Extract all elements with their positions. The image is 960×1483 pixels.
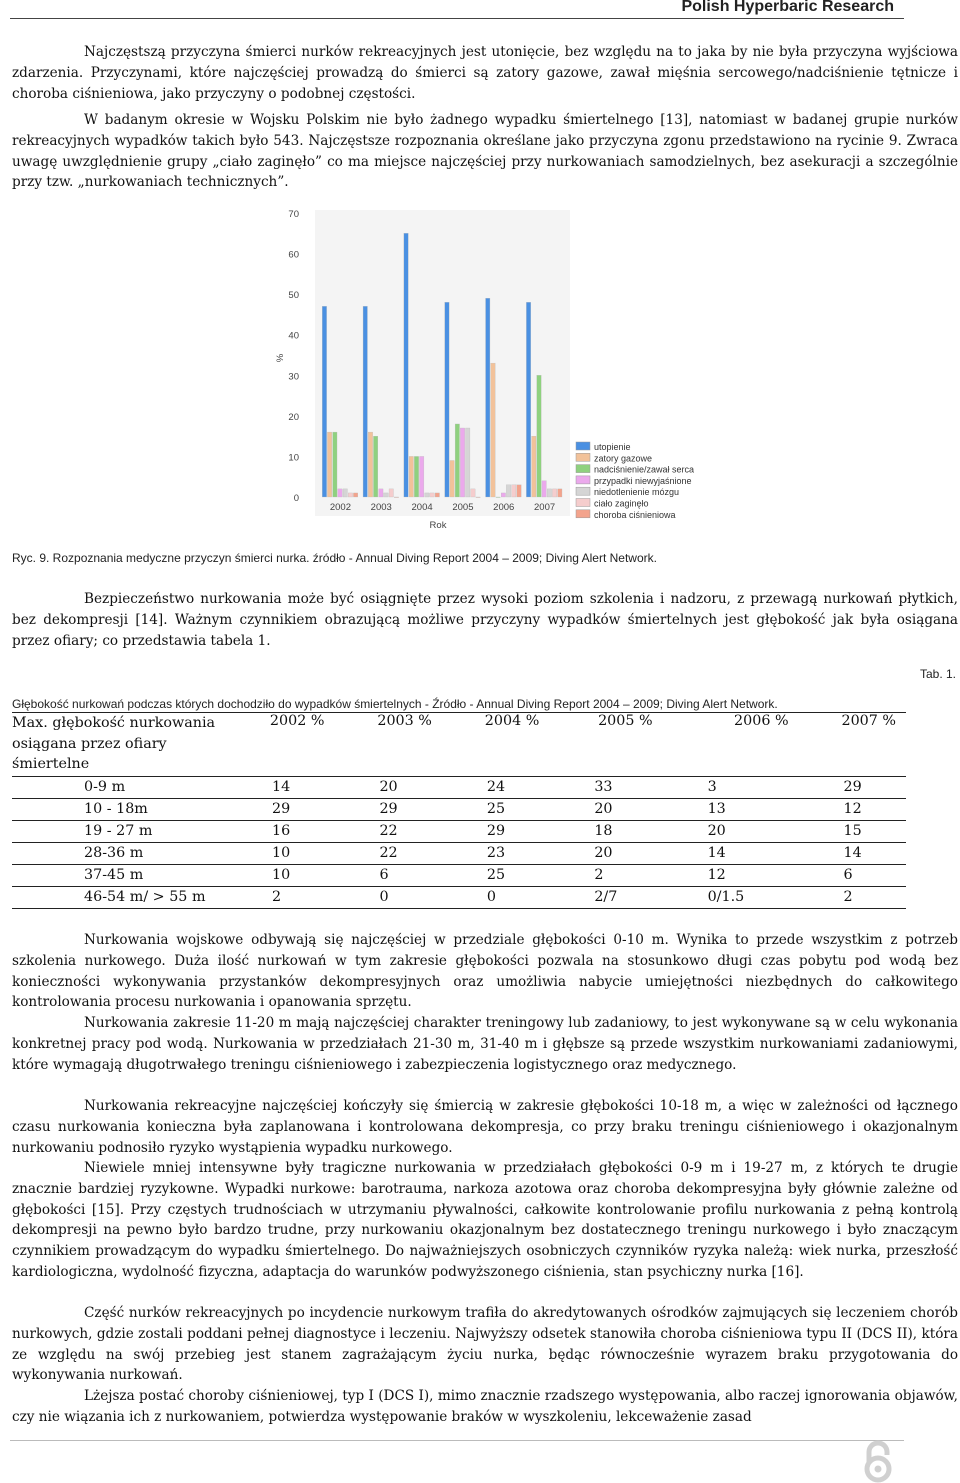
x-tick-label: 2005	[452, 502, 474, 513]
table-cell: 2/7	[549, 887, 662, 909]
table-cell: 13	[663, 799, 799, 821]
bar-nadci-nienie-zawa-serca-2003	[373, 436, 377, 497]
bar-niedotlenienie-m-zgu-2007	[547, 489, 551, 497]
bar-choroba-ci-nieniowa-2003	[394, 497, 398, 498]
table-cell: 16	[227, 821, 334, 843]
bar-cia-o-zagin-o-2007	[552, 489, 556, 497]
bar-niedotlenienie-m-zgu-2002	[343, 489, 347, 497]
x-axis-label: Rok	[429, 520, 447, 531]
table-header-2006: 2006 %	[734, 713, 789, 729]
table-cell: 29	[334, 799, 441, 821]
table-cell: 20	[663, 821, 799, 843]
legend-swatch	[576, 465, 590, 473]
table-cell: 25	[442, 799, 549, 821]
y-axis-label: %	[275, 353, 286, 363]
table-cell: 15	[799, 821, 906, 843]
figure-9-chart	[270, 200, 710, 540]
legend-label: ciało zaginęło	[594, 498, 649, 509]
x-tick-label: 2007	[534, 502, 556, 513]
bar-utopienie-2007	[526, 302, 530, 497]
bar-przypadki-niewyja-nione-2006	[501, 493, 505, 497]
table-header-depth: Max. głębokość nurkowania osiągana przez ofiary śmiertelne	[12, 715, 216, 772]
table-cell: 6	[799, 865, 906, 887]
y-tick-label: 30	[288, 371, 299, 383]
paragraph-bottom-1: Nurkowania wojskowe odbywają się najczęściej w przedziale głębokości 0-10 m. Wynika to przede wszystkim z potrzeb szkolenia nurkowego. Duża ilość nurkowań w tym zakresie głębokości pozwala na stosunkowo długi czas pobytu pod wodą bez konieczności wykonywania przystanków dekompresyjnych oraz umożliwia nabycie umiejętności niezbędnych do całkowitego kontrolowania procesu nurkowania i opanowania sprzętu.	[12, 932, 958, 1011]
table-cell: 6	[334, 865, 441, 887]
table-row	[12, 887, 906, 909]
table-header-2005: 2005 %	[598, 713, 653, 729]
legend-label: nadciśnienie/zawał serca	[594, 464, 695, 475]
table-cell: 23	[442, 843, 549, 865]
bar-zatory-gazowe-2005	[450, 460, 454, 497]
table-row-label: 37-45 m	[12, 865, 227, 887]
table-header-2007: 2007 %	[841, 713, 896, 729]
paragraph-bottom-5: Część nurków rekreacyjnych po incydencie nurkowym trafiła do akredytowanych ośrodków zajmujących się leczeniem chorób nurkowych, gdzie zostali poddani pełnej diagnostyce i leczeniu. Najwyższy odsetek stanowiła choroba ciśnieniowa typu II (DCS II), która ze względu na swój przebieg jest stanem zagrażającym życiu nurka, będąc równocześnie wyrazem braku przygotowania do wykonywania nurkowań.	[12, 1305, 958, 1384]
bar-nadci-nienie-zawa-serca-2007	[537, 375, 541, 497]
y-tick-label: 0	[293, 493, 299, 504]
y-tick-label: 20	[288, 411, 299, 423]
table-cell: 22	[334, 843, 441, 865]
bar-chart-svg	[270, 200, 710, 540]
legend-swatch	[576, 510, 590, 518]
table-cell: 25	[442, 865, 549, 887]
table-cell: 3	[663, 777, 799, 799]
table-cell: 12	[799, 799, 906, 821]
bar-cia-o-zagin-o-2005	[471, 489, 475, 497]
bar-nadci-nienie-zawa-serca-2006	[496, 497, 500, 498]
table-cell: 2	[799, 887, 906, 909]
table-cell: 33	[549, 777, 662, 799]
bar-cia-o-zagin-o-2002	[348, 493, 352, 497]
legend-label: utopienie	[594, 442, 631, 452]
bar-zatory-gazowe-2002	[327, 432, 331, 497]
table-row-label: 46-54 m/ > 55 m	[12, 887, 227, 909]
bar-nadci-nienie-zawa-serca-2004	[414, 456, 418, 497]
table-row-label: 28-36 m	[12, 843, 227, 865]
x-tick-label: 2006	[493, 502, 515, 513]
y-tick-label: 10	[288, 452, 299, 464]
table-row	[12, 865, 906, 887]
table-cell: 20	[334, 777, 441, 799]
table-title: Głębokość nurkowań podczas których dochodziło do wypadków śmiertelnych - Źródło - Annual Diving Report 2004 – 2009; Diving Alert Network.	[12, 697, 778, 711]
table-header-2002: 2002 %	[269, 713, 325, 729]
legend-swatch	[576, 442, 590, 450]
x-tick-label: 2004	[411, 502, 433, 513]
table-cell: 10	[227, 843, 334, 865]
legend-swatch	[576, 499, 590, 507]
bar-przypadki-niewyja-nione-2007	[542, 481, 546, 497]
bar-przypadki-niewyja-nione-2005	[460, 428, 464, 497]
table-cell: 2	[549, 865, 662, 887]
table-header-2003: 2003 %	[377, 713, 432, 729]
bar-niedotlenienie-m-zgu-2003	[384, 493, 388, 497]
figure-caption: Ryc. 9. Rozpoznania medyczne przyczyn śmierci nurka. źródło - Annual Diving Report 2004 – 2009; Diving Alert Network.	[12, 551, 657, 565]
table-cell: 29	[442, 821, 549, 843]
table-header-2004: 2004 %	[484, 713, 540, 729]
bar-nadci-nienie-zawa-serca-2005	[455, 424, 459, 497]
bar-choroba-ci-nieniowa-2005	[476, 497, 480, 498]
paragraph-mid: Bezpieczeństwo nurkowania może być osiągnięte przez wysoki poziom szkolenia i nadzoru, z przewagą nurkowań płytkich, bez dekompresji [14]. Ważnym czynnikiem obrazującą możliwe przyczyny wypadków śmiertelnych jest głębokość jak była osiągana przez ofiary; co przedstawia tabela 1.	[12, 591, 958, 649]
bar-cia-o-zagin-o-2004	[430, 493, 434, 497]
bar-nadci-nienie-zawa-serca-2002	[333, 432, 337, 497]
table-row-label: 0-9 m	[12, 777, 227, 799]
bar-utopienie-2002	[322, 306, 326, 497]
table-cell: 22	[334, 821, 441, 843]
table-cell: 0	[334, 887, 441, 909]
bar-przypadki-niewyja-nione-2003	[379, 489, 383, 497]
table-cell: 20	[549, 843, 662, 865]
bar-zatory-gazowe-2003	[368, 432, 372, 497]
table-cell: 14	[663, 843, 799, 865]
x-tick-label: 2002	[329, 502, 351, 513]
bar-cia-o-zagin-o-2006	[512, 485, 516, 497]
table-row-label: 10 - 18m	[12, 799, 227, 821]
depth-table	[12, 713, 906, 909]
x-tick-label: 2003	[370, 502, 392, 513]
table-label: Tab. 1.	[919, 667, 956, 681]
bar-choroba-ci-nieniowa-2007	[558, 489, 562, 497]
table-cell: 0	[442, 887, 549, 909]
paragraph-bottom-6: Lżejsza postać choroby ciśnieniowej, typ I (DCS I), mimo znacznie rzadszego występowania, albo raczej ignorowania objawów, czy nie wiązania ich z nurkowaniem, potwierdza występowanie braków w wyszkoleniu, lekceważenie zasad	[12, 1388, 958, 1425]
y-tick-label: 40	[288, 330, 299, 342]
table-cell: 0/1.5	[663, 887, 799, 909]
bar-niedotlenienie-m-zgu-2004	[425, 493, 429, 497]
paragraph-top-2: W badanym okresie w Wojsku Polskim nie było żadnego wypadku śmiertelnego [13], natomiast w badanej grupie nurków rekreacyjnych wypadków takich było 543. Najczęstsze rozpoznania określane jako przyczyna zgonu przedstawiono na rycinie 9. Zwraca uwagę uwzględnienie grupy „ciało zaginęło” co ma miejsce najczęściej przy nurkowaniach samodzielnych, bez asekuracji a szczególnie przy tzw. „nurkowaniach technicznych”.	[12, 112, 958, 191]
bar-niedotlenienie-m-zgu-2005	[466, 428, 470, 497]
y-tick-label: 60	[288, 249, 299, 261]
table-cell: 20	[549, 799, 662, 821]
bar-utopienie-2004	[404, 233, 408, 497]
table-cell: 14	[799, 843, 906, 865]
bar-choroba-ci-nieniowa-2004	[435, 493, 439, 497]
legend-label: choroba ciśnieniowa	[594, 509, 676, 520]
bar-utopienie-2006	[486, 298, 490, 497]
paragraph-bottom-2: Nurkowania zakresie 11-20 m mają najczęściej charakter treningowy lub zadaniowy, to jest wykonywane są w celu wykonania konkretnej pracy pod wodą. Nurkowania w przedziałach 21-30 m, 31-40 m i głębsze są przede wszystkim nurkowaniami zadaniowymi, które wymagają długotrwałego treningu ciśnieniowego i zabezpieczenia logistycznego oraz medycznego.	[12, 1015, 958, 1073]
table-cell: 10	[227, 865, 334, 887]
table-row	[12, 821, 906, 843]
legend-swatch	[576, 453, 590, 461]
bar-zatory-gazowe-2004	[409, 456, 413, 497]
table-row-label: 19 - 27 m	[12, 821, 227, 843]
table-header-row	[12, 713, 906, 777]
footer-rule	[10, 1440, 904, 1441]
bar-zatory-gazowe-2007	[532, 436, 536, 497]
bar-niedotlenienie-m-zgu-2006	[506, 485, 510, 497]
table-row	[12, 799, 906, 821]
bar-przypadki-niewyja-nione-2002	[338, 489, 342, 497]
bar-utopienie-2003	[363, 306, 367, 497]
running-header-title: Polish Hyperbaric Research	[681, 0, 894, 15]
table-cell: 29	[799, 777, 906, 799]
table-cell: 14	[227, 777, 334, 799]
paragraph-top-1: Najczęstszą przyczyna śmierci nurków rekreacyjnych jest utonięcie, bez względu na to jaka by nie była przyczyna wyjściowa zdarzenia. Przyczynami, które najczęściej prowadzą do śmierci są zatory gazowe, zawał mięśnia sercowego/nadciśnienie tętnicze i choroba ciśnieniowa, jako przyczyny o podobnej częstości.	[12, 44, 958, 102]
bar-cia-o-zagin-o-2003	[389, 489, 393, 497]
table-cell: 18	[549, 821, 662, 843]
bar-choroba-ci-nieniowa-2002	[353, 493, 357, 497]
table-cell: 12	[663, 865, 799, 887]
table-row	[12, 843, 906, 865]
legend-label: niedotlenienie mózgu	[594, 487, 680, 498]
bar-utopienie-2005	[445, 302, 449, 497]
paragraph-bottom-3: Nurkowania rekreacyjne najczęściej kończyły się śmiercią w zakresie głębokości 10-18 m, a więc w zależności od łącznego czasu nurkowania konieczna była zaplanowana i kontrolowana dekompresja, co przy braku treningu ciśnieniowego i okazjonalnym nurkowaniu podnosiło ryzyko wystąpienia wypadku nurkowego.	[12, 1098, 958, 1156]
header-rule	[10, 18, 904, 19]
legend-swatch	[576, 487, 590, 495]
legend-swatch	[576, 476, 590, 484]
table-cell: 24	[442, 777, 549, 799]
table-cell: 29	[227, 799, 334, 821]
table-cell: 2	[227, 887, 334, 909]
y-tick-label: 70	[288, 209, 299, 220]
bar-przypadki-niewyja-nione-2004	[419, 456, 423, 497]
table-row	[12, 777, 906, 799]
bar-choroba-ci-nieniowa-2006	[517, 485, 521, 497]
open-access-icon	[856, 1440, 900, 1483]
legend-label: zatory gazowe	[594, 453, 653, 464]
legend-label: przypadki niewyjaśnione	[594, 475, 692, 486]
y-tick-label: 50	[288, 290, 299, 302]
paragraph-bottom-4: Niewiele mniej intensywne były tragiczne nurkowania w przedziałach głębokości 0-9 m i 19-27 m, z których te drugie znacznie bardziej ryzykowne. Wypadki nurkowe: barotrauma, narkoza azotowa oraz choroba dekompresyjna były głównie zależne od głębokości [15]. Przy częstych trudnościach w utrzymaniu pływalności, całkowite kontrolowanie profilu nurkowania z pełną kontrolą dekompresji na pewno było bardzo trudne, przy nurkowaniu okazjonalnym bez dostatecznego treningu nurkowego i było znaczącym czynnikiem prowadzącym do wypadku śmiertelnego. Do najważniejszych osobniczych czynników ryzyka należą: wiek nurka, przeszłość kardiologiczna, wydolność fizyczna, adaptacja do warunków podwyższonego ciśnienia, stan psychiczny nurka [16].	[12, 1160, 958, 1280]
bar-zatory-gazowe-2006	[491, 363, 495, 497]
